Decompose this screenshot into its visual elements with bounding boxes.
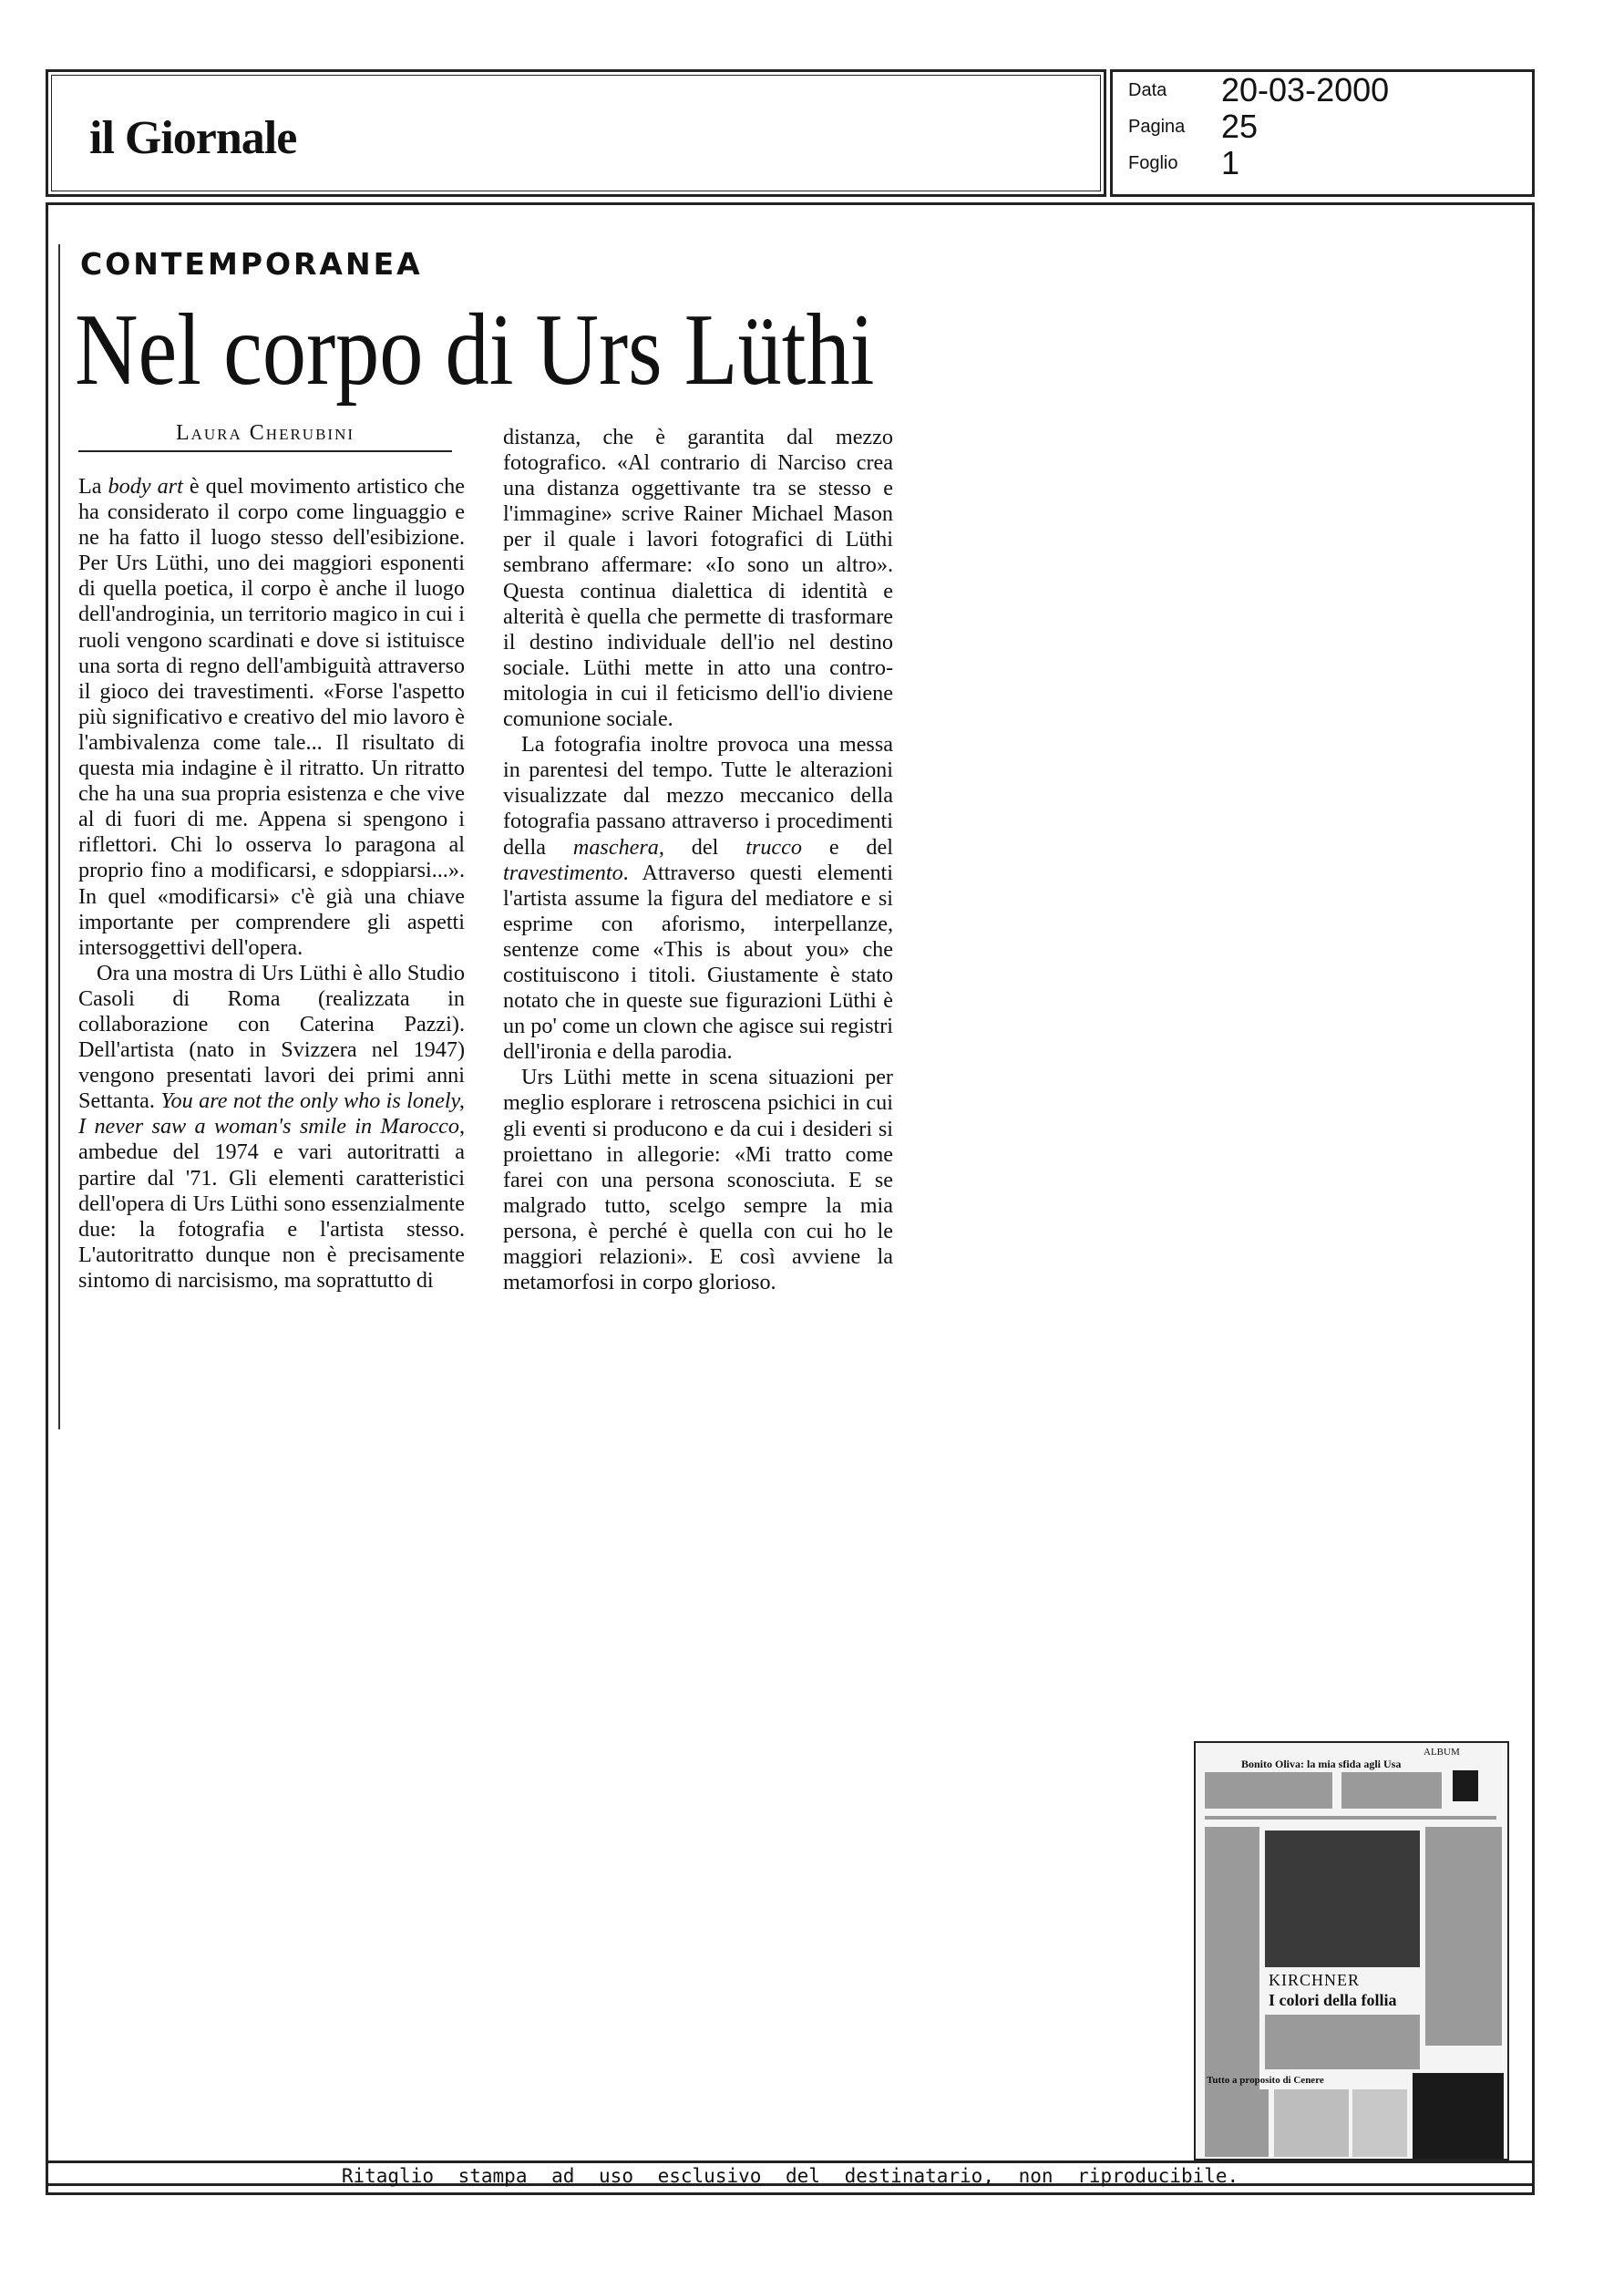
thumbnail-headline-a: KIRCHNER <box>1269 1971 1361 1989</box>
thumbnail-text-block <box>1341 1772 1442 1809</box>
text-run: è quel movimento artistico che ha considerato il corpo come linguaggio e ne ha fatto il luogo stesso dell'esibizione. Per Urs Lüthi, uno dei maggiori esponenti di quella poetica, il corpo è anche il luogo dell'androginia, un territorio magico in cui i ruoli vengono scardinati e dove si istituisce una sorta di regno dell'ambiguità attraverso il gioco dei travestimenti. «Forse l'aspetto più significativo e creativo del mio lavoro è l'ambivalenza come tale... Il risultato di questa mia indagine è il ritratto. Un ritratto che ha una sua propria esistenza e che vive al di fuori di me. Appena si spengono i riflettori. Chi lo osserva lo paragona al proprio fino a modificarsi, e sdoppiarsi...». In quel «modificarsi» c'è già una chiave importante per comprendere gli aspetti intersoggettivi dell'opera. <box>78 474 465 960</box>
italic-run: body art <box>108 474 183 499</box>
text-run: La <box>78 474 108 499</box>
thumbnail-text-block <box>1205 1827 1259 2091</box>
text-run: e del <box>802 834 893 860</box>
thumbnail-bottom-title: Tutto a proposito di Cenere <box>1207 2075 1324 2086</box>
paragraph <box>78 961 465 1294</box>
italic-run: trucco <box>745 834 802 860</box>
date-value: 20-03-2000 <box>1221 71 1390 108</box>
date-label: Data <box>1128 80 1167 100</box>
text-run: , del <box>658 834 746 860</box>
thumbnail-book-cover <box>1274 2089 1349 2157</box>
text-run: . Attraverso questi elementi l'artista assume la figura del mediatore e si esprime con aforismo, interpellanze, sentenze come «This is about you» che costituiscono i titoli. Giustamente è stato notato che in queste sue figurazioni Lüthi è un po' come un clown che agisce sui registri dell'ironia e della parodia. <box>503 860 893 1065</box>
thumbnail-portrait <box>1453 1770 1478 1801</box>
paragraph: Urs Lüthi mette in scena situazioni per meglio esplorare i retroscena psichici in cui gli eventi si producono e da cui i desideri si proiettano in allegorie: «Mi tratto come farei con una persona sconosciuta. E se malgrado tutto, scelgo sempre la mia persona, è perché è quella con cui ho le maggiori relazioni». E così avviene la metamorfosi in corpo glorioso. <box>503 1065 893 1295</box>
article-headline: Nel corpo di Urs Lüthi <box>75 294 875 407</box>
thumbnail-headline-b: I colori della follia <box>1269 1991 1397 2009</box>
text-run: La fotografia inoltre provoca una messa in parentesi del tempo. Tutte le alterazioni visualizzate dal mezzo meccanico della fotografia passano attraverso i procedimenti della <box>503 732 893 860</box>
newspaper-name: il Giornale <box>89 112 297 164</box>
article-column-right <box>503 425 893 1295</box>
thumbnail-text-block <box>1205 1772 1332 1809</box>
page-thumbnail <box>1194 1741 1509 2160</box>
thumbnail-dark-box <box>1413 2073 1504 2159</box>
page-label: Pagina <box>1128 117 1186 137</box>
thumbnail-text-block <box>1205 2089 1269 2157</box>
section-kicker: CONTEMPORANEA <box>80 246 423 282</box>
page-value: 25 <box>1221 108 1259 145</box>
thumbnail-text-block <box>1265 2015 1420 2069</box>
paragraph <box>78 474 465 961</box>
thumbnail-artwork <box>1265 1830 1420 1967</box>
italic-run: maschera <box>572 834 659 860</box>
text-run: , ambedue del 1974 e vari autoritratti a partire dal '71. Gli elementi caratteristici dell'opera di Urs Lüthi sono essenzialmente due: la fotografia e l'artista stesso. L'autoritratto dunque non è precisamente sintomo di narcisismo, ma soprattutto di <box>78 1114 465 1293</box>
article-column-left <box>78 474 465 1294</box>
article-byline: Laura Cherubini <box>175 421 355 445</box>
italic-run: travestimento <box>503 860 623 885</box>
sheet-label: Foglio <box>1128 153 1178 173</box>
thumbnail-book-cover <box>1352 2089 1407 2157</box>
italic-run: You are not the only who is lonely, I never saw a woman's smile in Marocco <box>78 1088 465 1140</box>
paragraph <box>503 732 893 1065</box>
text-run: Ora una mostra di Urs Lüthi è allo Studio Casoli di Roma (realizzata in collaborazione con Caterina Pazzi). Dell'artista (nato in Svizzera nel 1947) vengono presentati lavori dei primi anni Settanta. <box>78 960 465 1114</box>
thumbnail-rule <box>1205 1816 1496 1820</box>
sheet-value: 1 <box>1221 144 1240 181</box>
thumbnail-title: Bonito Oliva: la mia sfida agli Usa <box>1241 1758 1402 1770</box>
margin-rule <box>58 244 60 1429</box>
thumbnail-text-block <box>1425 1827 1502 2046</box>
byline-rule <box>78 450 452 452</box>
paragraph: distanza, che è garantita dal mezzo fotografico. «Al contrario di Narciso crea una distanza oggettivante tra se stesso e l'immagine» scrive Rainer Michael Mason per il quale i lavori fotografici di Lüthi sembrano affermare: «Io sono un altro». Questa continua dialettica di identità e alterità è quella che permette di trasformare il destino individuale dell'io nel destino sociale. Lüthi mette in atto una contro-mitologia in cui il feticismo dell'io diviene comunione sociale. <box>503 425 893 732</box>
thumbnail-section: ALBUM <box>1424 1747 1460 1758</box>
reproduction-notice: Ritaglio stampa ad uso esclusivo del destinatario, non riproducibile. <box>341 2165 1239 2187</box>
